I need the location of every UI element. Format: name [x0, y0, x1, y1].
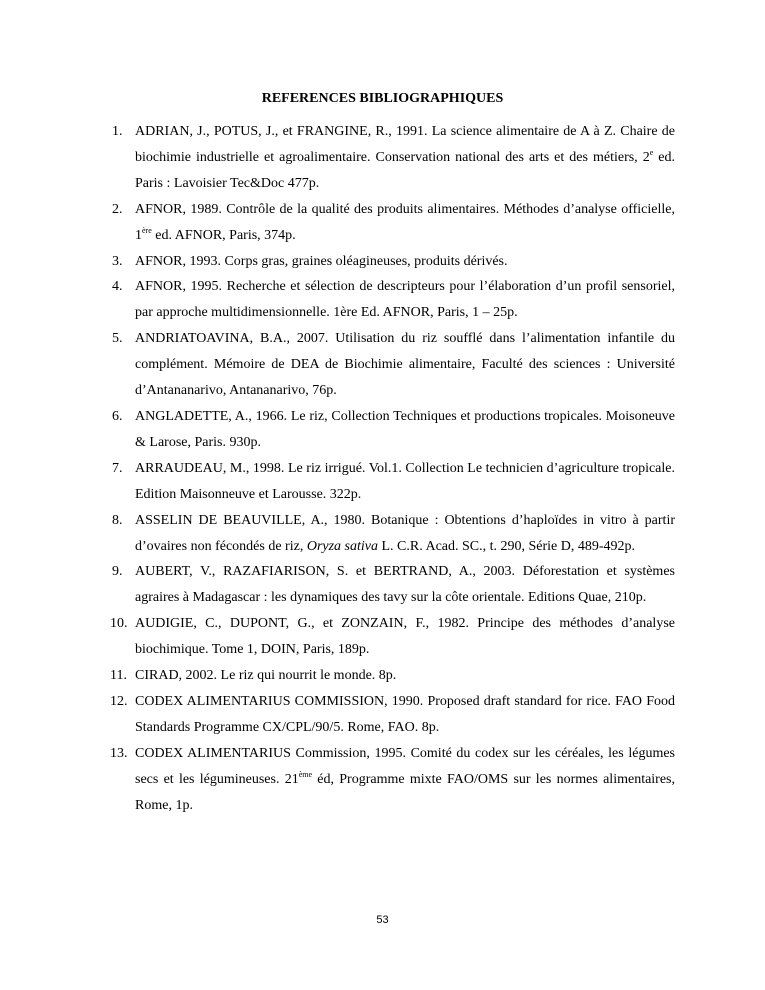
reference-number: 2. [112, 201, 123, 217]
reference-text: ASSELIN DE BEAUVILLE, A., 1980. Botanique : Obtentions d’haploïdes in vitro à partir d’ovaires non fécondés de riz, [135, 512, 675, 554]
reference-item [112, 741, 675, 819]
reference-text: AUDIGIE, C., DUPONT, G., et ZONZAIN, F., 1982. Principe des méthodes d’analyse biochimique. Tome 1, DOIN, Paris, 189p. [135, 616, 675, 658]
reference-item [112, 197, 675, 249]
reference-superscript: ère [142, 225, 152, 235]
page-number: 53 [376, 914, 389, 926]
reference-item [112, 274, 675, 326]
reference-text: AUBERT, V., RAZAFIARISON, S. et BERTRAND, A., 2003. Déforestation et systèmes agraires à Madagascar : les dynamiques des tavy sur la côte orientale. Editions Quae, 210p. [135, 564, 675, 606]
reference-text-tail: ed. AFNOR, Paris, 374p. [151, 227, 296, 243]
reference-number: 13. [110, 745, 128, 761]
reference-text: ADRIAN, J., POTUS, J., et FRANGINE, R., 1991. La science alimentaire de A à Z. Chaire de biochimie industrielle et agroalimentaire. Conservation national des arts et des métiers, 2 [135, 124, 675, 165]
reference-item [112, 663, 675, 689]
reference-number: 11. [110, 668, 127, 684]
page-title: REFERENCES BIBLIOGRAPHIQUES [261, 91, 504, 106]
reference-superscript: ème [298, 769, 313, 779]
reference-text: AFNOR, 1995. Recherche et sélection de descripteurs pour l’élaboration d’un profil sensoriel, par approche multidimensionnelle. 1ère Ed. AFNOR, Paris, 1 – 25p. [135, 279, 675, 321]
reference-number: 6. [112, 408, 123, 424]
reference-item [112, 326, 675, 404]
reference-superscript: e [649, 147, 654, 157]
reference-text: CODEX ALIMENTARIUS COMMISSION, 1990. Proposed draft standard for rice. FAO Food Standards Programme CX/CPL/90/5. Rome, FAO. 8p. [135, 693, 675, 735]
reference-list [112, 119, 675, 818]
reference-text: ANGLADETTE, A., 1966. Le riz, Collection Techniques et productions tropicales. Moisoneuve & Larose, Paris. 930p. [135, 408, 675, 450]
reference-text: ARRAUDEAU, M., 1998. Le riz irrigué. Vol.1. Collection Le technicien d’agriculture tropicale. Edition Maisonneuve et Larousse. 322p. [135, 460, 675, 502]
reference-text: CODEX ALIMENTARIUS Commission, 1995. Comité du codex sur les céréales, les légumes secs et les légumineuses. 21 [135, 745, 675, 787]
reference-item [112, 119, 675, 197]
reference-number: 3. [112, 253, 123, 269]
reference-number: 10. [110, 616, 128, 632]
reference-text-tail: ed. Paris : Lavoisier Tec&Doc 477p. [135, 149, 675, 191]
reference-number: 5. [112, 331, 123, 347]
reference-number: 12. [110, 693, 128, 709]
reference-text: AFNOR, 1993. Corps gras, graines oléagineuses, produits dérivés. [135, 253, 508, 269]
reference-number: 7. [112, 460, 123, 476]
reference-italic-species: Oryza sativa [306, 538, 378, 554]
reference-item [112, 508, 675, 560]
reference-number: 8. [112, 512, 123, 528]
reference-number: 1. [112, 124, 123, 139]
reference-item [112, 456, 675, 508]
reference-text: ANDRIATOAVINA, B.A., 2007. Utilisation du riz soufflé dans l’alimentation infantile du complément. Mémoire de DEA de Biochimie alimentaire, Faculté des sciences : Université d’Antananarivo, Antananarivo, 76p. [135, 331, 675, 399]
reference-text: AFNOR, 1989. Contrôle de la qualité des produits alimentaires. Méthodes d’analyse officielle, 1 [135, 201, 675, 243]
reference-item [112, 249, 675, 275]
reference-text-tail: L. C.R. Acad. SC., t. 290, Série D, 489-492p. [378, 538, 636, 554]
reference-item [112, 611, 675, 663]
reference-text: CIRAD, 2002. Le riz qui nourrit le monde. 8p. [135, 668, 397, 684]
reference-item [112, 559, 675, 611]
reference-text-tail: éd, Programme mixte FAO/OMS sur les normes alimentaires, Rome, 1p. [135, 771, 676, 813]
reference-item [112, 404, 675, 456]
reference-number: 4. [112, 279, 123, 295]
reference-number: 9. [112, 564, 123, 580]
reference-item [112, 689, 675, 741]
